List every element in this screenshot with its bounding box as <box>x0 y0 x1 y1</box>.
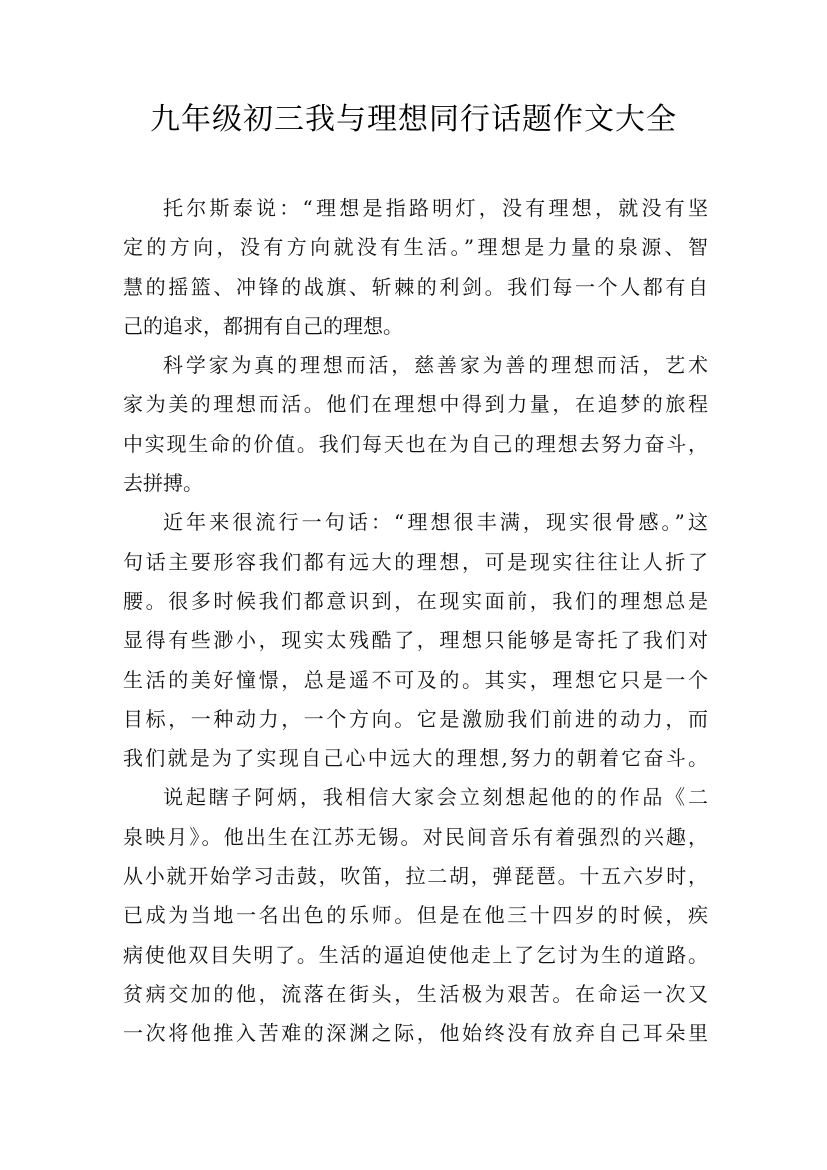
text-line: 贫病交加的他，流落在街头，生活极为艰苦。在命运一次又 <box>123 981 708 1006</box>
text-line: 腰。很多时候我们都意识到，在现实面前，我们的理想总是 <box>123 588 708 613</box>
text-line: 定的方向，没有方向就没有生活。”理想是力量的泉源、智 <box>123 235 708 260</box>
text-line: 泉映月》。他出生在江苏无锡。对民间音乐有着强烈的兴趣， <box>123 824 708 849</box>
text-line: 己的追求，都拥有自己的理想。 <box>123 313 403 338</box>
text-line: 我们就是为了实现自己心中远大的理想,努力的朝着它奋斗。 <box>123 746 708 771</box>
text-line: 近年来很流行一句话：“理想很丰满，现实很骨感。”这 <box>163 510 708 535</box>
text-line: 目标，一种动力，一个方向。它是激励我们前进的动力，而 <box>123 706 708 731</box>
text-line: 慧的摇篮、冲锋的战旗、斩棘的利剑。我们每一个人都有自 <box>123 274 708 299</box>
text-line: 一次将他推入苦难的深渊之际，他始终没有放弃自己耳朵里 <box>123 1021 708 1046</box>
document-title: 九年级初三我与理想同行话题作文大全 <box>150 102 677 137</box>
text-line: 病使他双目失明了。生活的逼迫使他走上了乞讨为生的道路。 <box>123 942 708 967</box>
text-line: 家为美的理想而活。他们在理想中得到力量，在追梦的旅程 <box>123 392 708 417</box>
text-line: 中实现生命的价值。我们每天也在为自己的理想去努力奋斗， <box>123 431 708 456</box>
document-body <box>123 189 708 1054</box>
text-line: 去拼搏。 <box>123 471 203 496</box>
text-line: 句话主要形容我们都有远大的理想，可是现实往往让人折了 <box>123 549 708 574</box>
text-line: 显得有些渺小，现实太残酷了，理想只能够是寄托了我们对 <box>123 628 708 653</box>
text-line: 说起瞎子阿炳，我相信大家会立刻想起他的的作品《二 <box>163 785 708 810</box>
text-line: 科学家为真的理想而活，慈善家为善的理想而活，艺术 <box>163 353 708 378</box>
text-line: 生活的美好憧憬，总是遥不可及的。其实，理想它只是一个 <box>123 667 708 692</box>
text-line: 托尔斯泰说：“理想是指路明灯，没有理想，就没有坚 <box>163 196 708 220</box>
text-line: 从小就开始学习击鼓，吹笛，拉二胡，弹琵琶。十五六岁时， <box>123 864 708 889</box>
text-line: 已成为当地一名出色的乐师。但是在他三十四岁的时候，疾 <box>123 903 708 928</box>
